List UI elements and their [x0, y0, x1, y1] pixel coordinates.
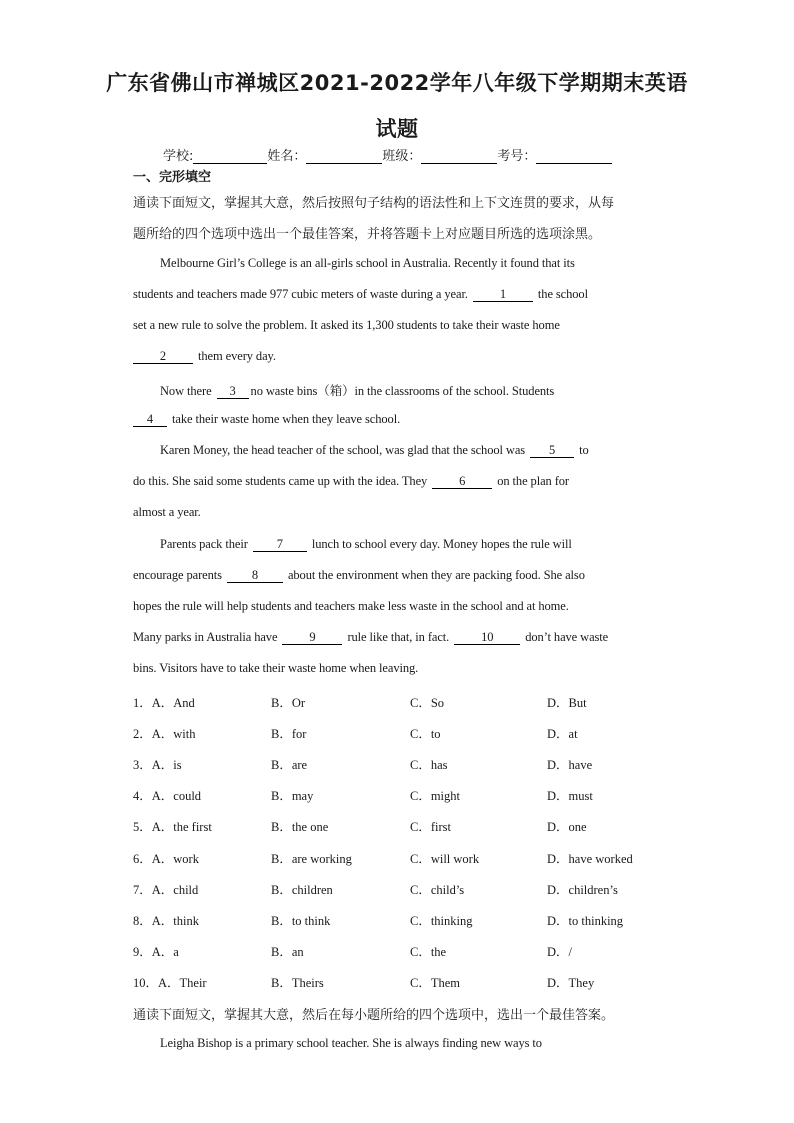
option-b[interactable]: B．Or [271, 696, 306, 710]
passage-text: lunch to school every day. Money hopes the rule will [311, 537, 572, 551]
passage-line [133, 630, 608, 645]
passage-line [160, 443, 589, 458]
option-b[interactable]: B．an [271, 945, 304, 959]
passage-text: don’t have waste [525, 630, 609, 644]
option-b[interactable]: B．may [271, 789, 314, 803]
option-d[interactable]: D．children’s [547, 883, 618, 897]
option-a[interactable]: 2．A．with [133, 727, 196, 741]
option-d[interactable]: D．/ [547, 945, 573, 959]
passage-text: Now there [160, 384, 212, 398]
passage-line [133, 568, 585, 583]
option-a[interactable]: 10．A．Their [133, 976, 207, 990]
option-c[interactable]: C．will work [410, 852, 480, 866]
option-b[interactable]: B．children [271, 883, 333, 897]
passage-line: bins. Visitors have to take their waste home when leaving. [133, 661, 419, 675]
option-a[interactable]: 6．A．work [133, 852, 199, 866]
exam-title: 广东省佛山市禅城区2021-2022学年八年级下学期期末英语 [106, 71, 688, 95]
blank-6: 6 [432, 475, 492, 489]
exam-no-blank[interactable] [536, 149, 612, 164]
passage-text: rule like that, in fact. [347, 630, 450, 644]
passage-text: about the environment when they are packing food. She also [287, 568, 585, 582]
option-d[interactable]: D．at [547, 727, 578, 741]
option-a[interactable]: 8．A．think [133, 914, 199, 928]
blank-10: 10 [454, 631, 520, 645]
passage-text: encourage parents [133, 568, 222, 582]
option-c[interactable]: C．to [410, 727, 441, 741]
blank-7: 7 [253, 538, 307, 552]
instruction-line: 题所给的四个选项中选出一个最佳答案，并将答题卡上对应题目所选的选项涂黑。 [133, 227, 602, 242]
blank-8: 8 [227, 569, 283, 583]
instruction-line: 通读下面短文，掌握其大意，然后在每小题所给的四个选项中，选出一个最佳答案。 [133, 1008, 615, 1023]
option-a[interactable]: 1．A．And [133, 696, 195, 710]
school-label: 学校: [163, 149, 194, 164]
passage-line: hopes the rule will help students and teachers make less waste in the school and at home. [133, 599, 569, 613]
option-c[interactable]: C．Them [410, 976, 460, 990]
blank-4: 4 [133, 413, 167, 427]
option-b[interactable]: B．to think [271, 914, 331, 928]
passage-line [133, 412, 400, 427]
passage-line [133, 349, 276, 364]
option-b[interactable]: B．are [271, 758, 308, 772]
option-a[interactable]: 7．A．child [133, 883, 199, 897]
class-blank[interactable] [421, 149, 497, 164]
passage-line [160, 537, 572, 552]
option-a[interactable]: 4．A．could [133, 789, 202, 803]
name-blank[interactable] [306, 149, 382, 164]
passage-text: Many parks in Australia have [133, 630, 278, 644]
passage-line: set a new rule to solve the problem. It asked its 1,300 students to take their waste home [133, 318, 560, 332]
blank-5: 5 [530, 444, 574, 458]
option-c[interactable]: C．has [410, 758, 448, 772]
option-d[interactable]: D．have worked [547, 852, 633, 866]
passage-text: no waste bins（箱）in the classrooms of the school. Students [250, 384, 555, 398]
option-a[interactable]: 3．A．is [133, 758, 182, 772]
passage-text: on the plan for [497, 474, 569, 488]
option-c[interactable]: C．thinking [410, 914, 473, 928]
option-c[interactable]: C．first [410, 820, 451, 834]
section-heading: 一、完形填空 [133, 170, 212, 185]
class-label: 班级： [382, 149, 422, 164]
option-c[interactable]: C．So [410, 696, 445, 710]
student-info-row [163, 145, 612, 164]
option-d[interactable]: D．one [547, 820, 587, 834]
option-b[interactable]: B．are working [271, 852, 352, 866]
option-d[interactable]: D．to thinking [547, 914, 624, 928]
exam-no-label: 考号： [497, 149, 537, 164]
option-b[interactable]: B．the one [271, 820, 329, 834]
passage-text: students and teachers made 977 cubic meters of waste during a year. [133, 287, 468, 301]
option-d[interactable]: D．have [547, 758, 593, 772]
option-d[interactable]: D．must [547, 789, 593, 803]
passage-text: the school [537, 287, 588, 301]
option-a[interactable]: 9．A．a [133, 945, 179, 959]
option-d[interactable]: D．But [547, 696, 587, 710]
name-label: 姓名： [267, 149, 307, 164]
passage-line [133, 287, 588, 302]
exam-title-cont: 试题 [375, 117, 419, 141]
passage-line [133, 474, 569, 489]
passage-line: Leigha Bishop is a primary school teacher. She is always finding new ways to [160, 1036, 542, 1050]
option-c[interactable]: C．might [410, 789, 461, 803]
blank-2: 2 [133, 350, 193, 364]
option-c[interactable]: C．the [410, 945, 447, 959]
school-blank[interactable] [193, 149, 267, 164]
blank-1: 1 [473, 288, 533, 302]
passage-text: do this. She said some students came up with the idea. They [133, 474, 428, 488]
option-c[interactable]: C．child’s [410, 883, 465, 897]
passage-line: almost a year. [133, 505, 201, 519]
instruction-line: 通读下面短文，掌握其大意，然后按照句子结构的语法性和上下文连贯的要求，从每 [133, 196, 615, 211]
option-d[interactable]: D．They [547, 976, 595, 990]
passage-text: take their waste home when they leave school. [172, 412, 401, 426]
passage-text: to [579, 443, 589, 457]
blank-9: 9 [282, 631, 342, 645]
passage-line [160, 381, 554, 399]
passage-text: Parents pack their [160, 537, 248, 551]
option-a[interactable]: 5．A．the first [133, 820, 212, 834]
passage-line: Melbourne Girl’s College is an all-girls school in Australia. Recently it found that its [160, 256, 575, 270]
blank-3: 3 [217, 385, 249, 399]
option-b[interactable]: B．for [271, 727, 307, 741]
passage-text: them every day. [198, 349, 276, 363]
passage-text: Karen Money, the head teacher of the school, was glad that the school was [160, 443, 526, 457]
option-b[interactable]: B．Theirs [271, 976, 324, 990]
